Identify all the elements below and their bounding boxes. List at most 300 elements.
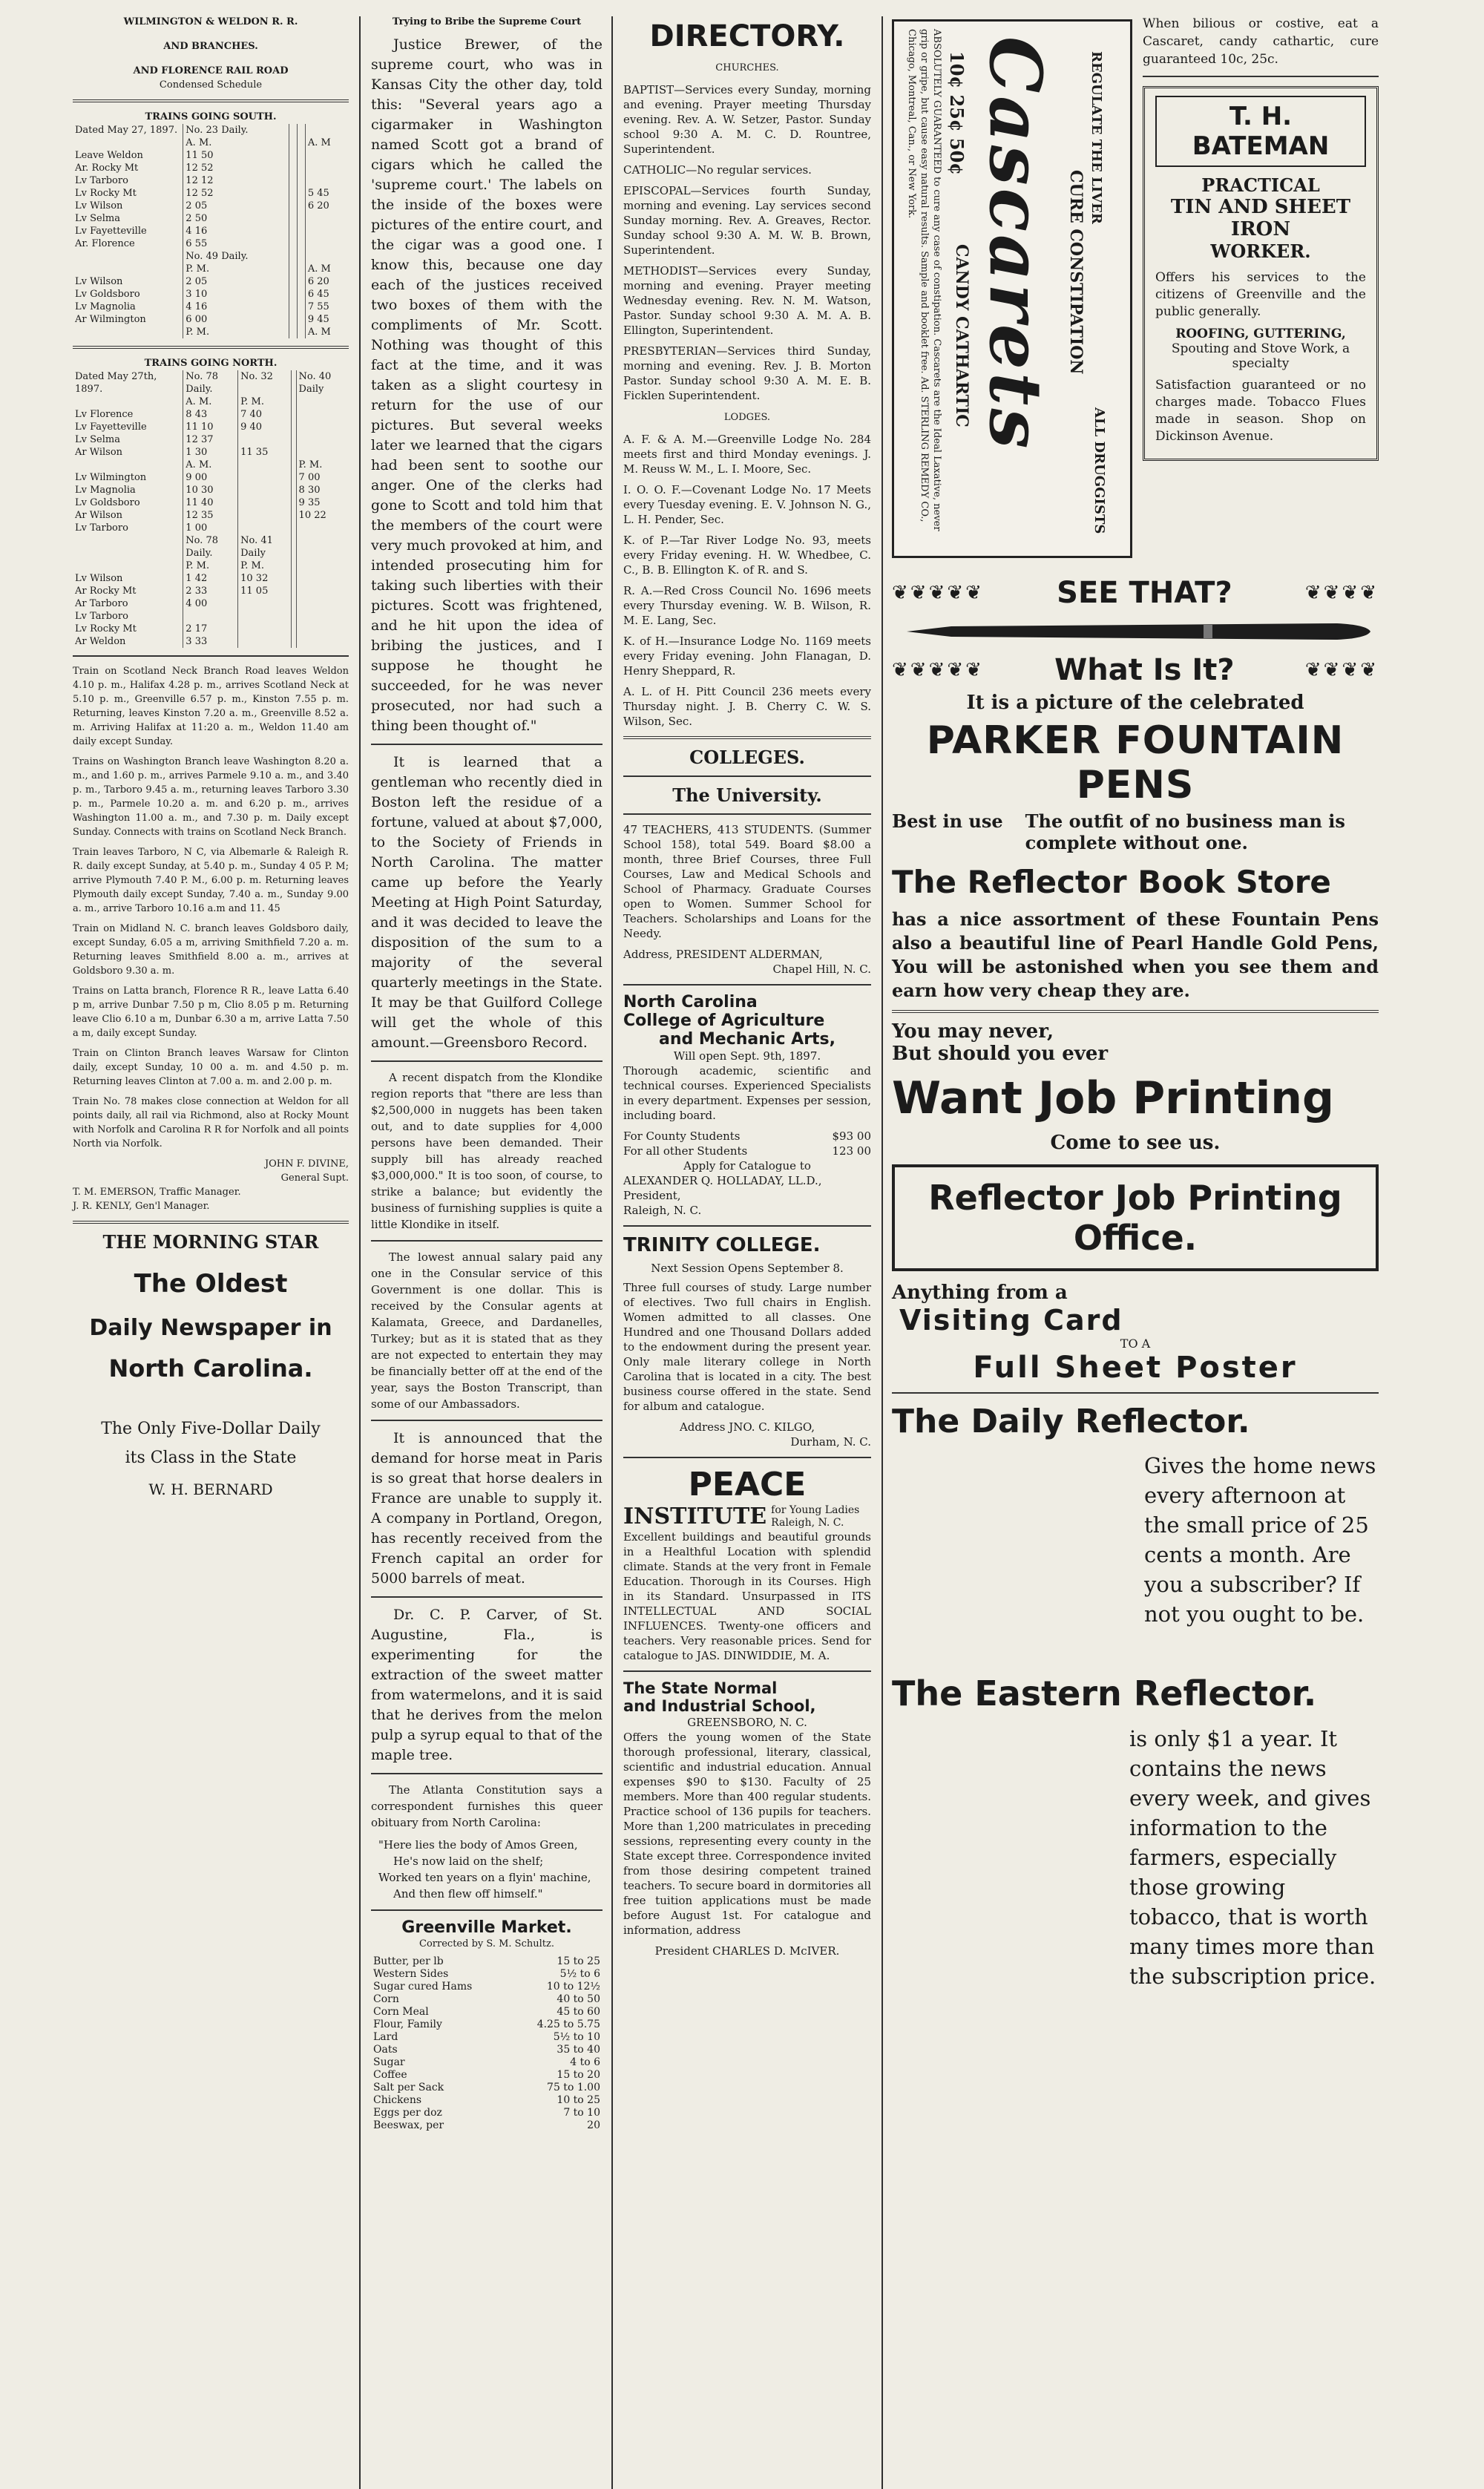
poem-line: And then flew off himself." <box>393 1887 543 1901</box>
college-name: and Mechanic Arts, <box>658 1030 836 1049</box>
time-cell: 1 00 <box>183 522 238 534</box>
station-cell: Lv Wilson <box>75 200 123 211</box>
time-cell <box>291 471 296 484</box>
time-cell: 10 22 <box>296 509 349 522</box>
time-cell <box>297 162 305 174</box>
articles-column <box>362 15 611 2489</box>
timetable-row <box>73 288 349 301</box>
bateman-worker: WORKER. <box>1210 240 1311 262</box>
time-cell <box>297 200 305 212</box>
rr-note: Train leaves Tarboro, N C, via Albemarle & Raleigh R. R. daily except Sunday, at 5.40 p. m., Sunday 4 05 P. M; arrive Plymouth 7.40 P. M., 6.00 p. m. Returning leaves Plymouth daily except Sunday, 7.40 a. m., Sunday 9.00 a. m., arrive Tarboro 10.16 a.m and 11. 45 <box>73 847 349 914</box>
market-item: Corn <box>373 1993 399 2005</box>
divider <box>73 655 349 657</box>
bateman-body: Offers his services to the citizens of Greenville and the public generally. <box>1155 270 1366 319</box>
market-price: 4 to 6 <box>570 2056 600 2068</box>
what-is-it: What Is It? <box>1054 653 1235 687</box>
time-cell: No. 41 Daily <box>238 534 291 560</box>
time-cell <box>296 433 349 446</box>
timetable-row <box>73 433 349 446</box>
article-title: Trying to Bribe the Supreme Court <box>392 16 582 27</box>
market-row <box>371 2006 603 2019</box>
ornament-icon: ❦❦❦❦ <box>1304 659 1379 681</box>
bateman-trade: TIN AND SHEET IRON <box>1170 196 1351 240</box>
bateman-roofing: ROOFING, GUTTERING, <box>1175 327 1346 341</box>
time-cell <box>291 534 296 560</box>
time-cell: 11 05 <box>238 585 291 597</box>
divider <box>892 1010 1379 1013</box>
morning-star-line: its Class in the State <box>125 1449 297 1467</box>
station-cell: Ar Weldon <box>75 636 126 647</box>
station-cell: Lv Goldsboro <box>75 497 140 508</box>
eastern-reflector-body: is only $1 a year. It contains the news every week, and gives information to the farmers, especially those growing tobacco, that is worth many times more than the subscription price. <box>1129 1726 1376 1989</box>
college-name: North Carolina <box>623 993 758 1011</box>
time-cell: A. M <box>305 263 349 275</box>
market-price: 10 to 12½ <box>546 1981 600 1993</box>
time-cell <box>297 237 305 250</box>
rr-header: AND FLORENCE RAIL ROAD <box>133 65 289 76</box>
time-cell <box>289 149 297 162</box>
time-cell <box>297 275 305 288</box>
time-cell <box>238 509 291 522</box>
time-cell <box>289 212 297 225</box>
time-cell <box>296 396 349 408</box>
time-cell <box>297 250 305 263</box>
station-cell: Lv Fayetteville <box>75 226 147 237</box>
time-cell: 7 55 <box>305 301 349 313</box>
time-cell <box>238 484 291 496</box>
market-price: 10 to 25 <box>556 2094 600 2106</box>
timetable-row <box>73 471 349 484</box>
col-head <box>305 124 349 137</box>
station-cell: Ar Rocky Mt <box>75 586 137 597</box>
time-cell <box>291 408 296 421</box>
market-row <box>371 2082 603 2094</box>
col-head <box>289 124 297 137</box>
timetable-row <box>73 509 349 522</box>
college-address: Address, PRESIDENT ALDERMAN, <box>623 948 823 961</box>
time-cell <box>296 522 349 534</box>
rr-header: AND BRANCHES. <box>163 41 258 52</box>
time-cell: 3 10 <box>183 288 289 301</box>
rr-note: Trains on Washington Branch leave Washington 8.20 a. m., and 1.60 p. m., arrives Parmele 9.10 a. m., and 3.40 p. m., Tarboro 9.45 a. m., returning leaves Tarboro 3.30 p. m., Parmele 10.20 a. m. and 6.20 p. m., arrives Washington 11.00 a. m., and 7.30 p. m. Daily except Sunday. Connects with trains on Scotland Neck Branch. <box>73 756 349 838</box>
time-cell <box>296 560 349 572</box>
time-cell: 11 10 <box>183 421 238 433</box>
market-row <box>371 2056 603 2069</box>
lodges-heading: LODGES. <box>723 412 771 423</box>
time-cell <box>296 623 349 635</box>
market-item: Beeswax, per <box>373 2119 444 2131</box>
market-price: 35 to 40 <box>556 2044 600 2056</box>
want-job-printing: Want Job Printing <box>892 1072 1334 1124</box>
rr-note: Train on Clinton Branch leaves Warsaw for Clinton daily, except Sunday, 10 00 a. m. and 4.50 p. m. Returning leaves Clinton at 7.00 a. m. and 2.00 p. m. <box>73 1048 349 1087</box>
market-price: 4.25 to 5.75 <box>536 2019 600 2030</box>
church-entry: METHODIST—Services every Sunday, morning and evening. Prayer meeting Wednesday evening. Rev. N. M. Watson, Pastor. Sunday school 9:30 A. M. A. B. Ellington, Superintendent. <box>623 264 871 337</box>
time-cell <box>296 610 349 623</box>
time-cell: 8 30 <box>296 484 349 496</box>
college-apply: Apply for Catalogue to <box>683 1159 811 1173</box>
time-cell: 12 52 <box>183 162 289 174</box>
timetable-row <box>73 459 349 471</box>
time-cell <box>291 459 296 471</box>
ads-column <box>883 15 1388 2489</box>
time-cell: 9 40 <box>238 421 291 433</box>
time-cell <box>291 484 296 496</box>
peace-title: PEACE <box>688 1466 807 1503</box>
col-head <box>291 370 296 396</box>
time-cell <box>297 187 305 200</box>
time-cell <box>291 396 296 408</box>
dated-cell: Dated May 27th, 1897. <box>75 371 157 395</box>
timetable-row <box>73 275 349 288</box>
market-price: 40 to 50 <box>556 1993 600 2005</box>
timetable-row <box>73 623 349 635</box>
station-cell <box>73 560 183 572</box>
time-cell <box>296 446 349 459</box>
signature-title: General Supt. <box>280 1173 349 1184</box>
timetable-row <box>73 200 349 212</box>
time-cell: P. M. <box>296 459 349 471</box>
timetable-row <box>73 149 349 162</box>
cascarets-ad <box>892 19 1132 558</box>
time-cell: 6 55 <box>183 237 289 250</box>
outfit-text: The outfit of no business man is complete without one. <box>1025 810 1345 853</box>
station-cell <box>73 396 183 408</box>
lodge-entry: K. of H.—Insurance Lodge No. 1169 meets every Friday evening. John Flanagan, D. Henry Sheppard, R. <box>623 634 871 678</box>
market-row <box>371 1981 603 1993</box>
time-cell <box>297 326 305 338</box>
time-cell: P. M. <box>238 560 291 572</box>
full-sheet-poster: Full Sheet Poster <box>973 1351 1298 1385</box>
market-price: 75 to 1.00 <box>547 2082 600 2093</box>
divider <box>371 1596 603 1598</box>
college-body: Three full courses of study. Large number of electives. Two full chairs in English. Women admitted to all classes. One Hundred and one Thousand Dollars added to the endowment during the present year. Only male literary college in North Carolina that is located in a city. The best business course offered in the state. Send for album and catalogue. <box>623 1281 871 1413</box>
time-cell <box>291 623 296 635</box>
fee-label: For all other Students <box>623 1144 748 1158</box>
church-entry: BAPTIST—Services every Sunday, morning and evening. Prayer meeting Thursday evening. Rev. A. W. Setzer, Pastor. Sunday school 9:30 A. M. C. D. Rountree, Superintendent. <box>623 83 871 156</box>
station-cell <box>73 263 183 275</box>
time-cell: 9 00 <box>183 471 238 484</box>
divider <box>623 1457 871 1458</box>
timetable-row <box>73 225 349 237</box>
timetable-row <box>73 162 349 174</box>
eastern-reflector-title: The Eastern Reflector. <box>892 1673 1317 1714</box>
poem-line: "Here lies the body of Amos Green, <box>378 1838 578 1852</box>
timetable-row <box>73 585 349 597</box>
rr-note: Train on Scotland Neck Branch Road leaves Weldon 4.10 p. m., Halifax 4.28 p. m., arrives Scotland Neck at 5.10 p. m., Greenville 6.57 p. m., Kinston 7.55 p. m. Returning, leaves Kinston 7.20 a. m., Greenville 8.52 a. m. Arriving Halifax at 11:20 a. m., Weldon 11.40 am daily except Sunday. <box>73 666 349 747</box>
rr-note: Trains on Latta branch, Florence R R., leave Latta 6.40 p m, arrive Dunbar 7.50 p m, Clio 8.05 p m. Returning leave Clio 6.10 a m, Dunbar 6.30 a m, arrive Latta 7.50 a m, daily except Sunday. <box>73 986 349 1039</box>
market-price: 20 <box>587 2119 600 2131</box>
south-title: TRAINS GOING SOUTH. <box>145 111 277 122</box>
time-cell <box>238 522 291 534</box>
time-cell <box>238 610 291 623</box>
station-cell: Lv Selma <box>75 434 120 445</box>
time-cell: 10 32 <box>238 572 291 585</box>
market-row <box>371 2094 603 2107</box>
church-entry: EPISCOPAL—Services fourth Sunday, morning and evening. Lay services second Sunday morning. Rev. A. Greaves, Rector. Sunday school 9:30 A. M. W. B. Brown, Superintendent. <box>623 184 871 257</box>
time-cell <box>296 421 349 433</box>
signature: T. M. EMERSON, Traffic Manager. <box>73 1187 241 1198</box>
market-item: Sugar cured Hams <box>373 1981 473 1993</box>
time-cell: 7 40 <box>238 408 291 421</box>
time-cell: 2 17 <box>183 623 238 635</box>
church-entry: CATHOLIC—No regular services. <box>623 163 812 177</box>
time-cell: A. M. <box>183 137 289 149</box>
college-address: ALEXANDER Q. HOLLADAY, LL.D., President, <box>623 1174 822 1202</box>
time-cell <box>305 250 349 263</box>
market-price: 5½ to 10 <box>553 2031 600 2043</box>
market-item: Corn Meal <box>373 2006 429 2018</box>
timetable-row <box>73 572 349 585</box>
divider <box>73 99 349 102</box>
time-cell <box>296 408 349 421</box>
time-cell: 12 52 <box>183 187 289 200</box>
bilious-ad: When bilious or costive, eat a Cascaret, candy cathartic, cure guaranteed 10c, 25c. <box>1143 16 1379 67</box>
morning-star-line: Daily Newspaper in <box>89 1315 332 1341</box>
time-cell: 2 50 <box>183 212 289 225</box>
lodge-entry: K. of P.—Tar River Lodge No. 93, meets every Friday evening. H. W. Whedbee, C. C., B. B. Ellington K. of R. and S. <box>623 534 871 577</box>
station-cell: Lv Wilson <box>75 276 123 287</box>
time-cell: No. 78 Daily. <box>183 534 238 560</box>
timetable-row <box>73 408 349 421</box>
ornament-icon: ❦❦❦❦❦ <box>892 582 984 604</box>
market-row <box>371 2019 603 2031</box>
divider <box>371 1060 603 1062</box>
timetable-row <box>73 313 349 326</box>
time-cell <box>291 572 296 585</box>
pen-caption: It is a picture of the celebrated <box>966 692 1304 714</box>
station-cell: Ar Wilmington <box>75 314 146 325</box>
time-cell <box>238 471 291 484</box>
anything-from: Anything from a <box>892 1282 1068 1304</box>
station-cell: Leave Weldon <box>75 150 143 161</box>
college-body: Thorough academic, scientific and technical courses. Experienced Specialists in every department. Expenses per session, including board. <box>623 1064 871 1122</box>
lodge-entry: I. O. O. F.—Covenant Lodge No. 17 Meets every Tuesday evening. E. V. Johnson N. G., L. H. Pender, Sec. <box>623 483 871 526</box>
signature: JOHN F. DIVINE, <box>264 1158 349 1170</box>
ornament-icon: ❦❦❦❦❦ <box>892 659 984 681</box>
market-table <box>371 1955 603 2132</box>
college-body: 47 TEACHERS, 413 STUDENTS. (Summer School 158), total 549. Board $8.00 a month, three Brief Courses, three Full Courses, Law and Medical Schools and School of Pharmacy. Graduate Courses open to Women. Summer School for Teachers. Scholarships and Loans for the Needy. <box>623 823 871 940</box>
timetable-row <box>73 137 349 149</box>
market-row <box>371 2031 603 2044</box>
market-item: Eggs per doz <box>373 2107 442 2119</box>
time-cell: 1 42 <box>183 572 238 585</box>
time-cell <box>296 572 349 585</box>
time-cell: 9 35 <box>296 496 349 509</box>
time-cell <box>289 225 297 237</box>
cascarets-liver: REGULATE THE LIVER <box>1089 51 1104 224</box>
divider <box>371 1420 603 1421</box>
time-cell <box>238 496 291 509</box>
job-line: You may never, <box>892 1020 1054 1043</box>
column-rule <box>359 16 361 2489</box>
cascarets-druggists: ALL DRUGGISTS <box>1091 407 1107 534</box>
time-cell <box>291 522 296 534</box>
station-cell <box>73 534 183 560</box>
market-item: Coffee <box>373 2069 407 2081</box>
job-line: But should you ever <box>892 1043 1109 1065</box>
time-cell <box>289 250 297 263</box>
article-body: The lowest annual salary paid any one in the Consular service of this Government is one dollar. This is received by the Consular agents at Kalamata, Greece, and Dardanelles, Turkey; but as it is stated that as they are not expected to entertain they may be financially better off at the end of the year, says the Boston Transcript, than some of our Ambassadors. <box>371 1250 603 1411</box>
churches-heading: CHURCHES. <box>715 62 779 73</box>
see-that: SEE THAT? <box>1057 576 1232 610</box>
market-item: Flour, Family <box>373 2019 442 2030</box>
job-office-banner: Reflector Job Printing Office. <box>892 1164 1379 1271</box>
time-cell: 8 43 <box>183 408 238 421</box>
fee-value: $93 00 <box>832 1129 871 1143</box>
time-cell <box>289 313 297 326</box>
fee-row <box>623 1129 871 1144</box>
market-price: 45 to 60 <box>556 2006 600 2018</box>
timetable-row <box>73 212 349 225</box>
station-cell: Lv Magnolia <box>75 485 136 496</box>
time-cell <box>289 275 297 288</box>
divider <box>371 1773 603 1774</box>
top-ads-row <box>892 15 1379 565</box>
divider <box>623 984 871 986</box>
time-cell <box>297 149 305 162</box>
time-cell <box>238 459 291 471</box>
market-item: Sugar <box>373 2056 405 2068</box>
dated-cell: Dated May 27, 1897. <box>75 125 178 136</box>
rr-note: Train on Midland N. C. branch leaves Goldsboro daily, except Sunday, 6.05 a m, arriving Smithfield 7.20 a. m. Returning leaves Smithfield 8.00 a. m., arrives at Goldsboro 9.30 a. m. <box>73 923 349 977</box>
article-body: A recent dispatch from the Klondike region reports that "there are less than $2,500,000 in nuggets has been taken out, and to date supplies for 4,000 persons have been demanded. Their supply bill has already reached $3,000,000." It is too soon, of course, to strike a balance; but evidently the business of furnishing supplies is quite a little Klondike in itself. <box>371 1071 603 1231</box>
time-cell <box>289 288 297 301</box>
timetable-row <box>73 560 349 572</box>
time-cell <box>291 421 296 433</box>
market-row <box>371 2044 603 2056</box>
lodge-entry: A. L. of H. Pitt Council 236 meets every Thursday night. J. B. Cherry C. W. S. Wilson, Sec. <box>623 685 871 728</box>
rr-subheader: Condensed Schedule <box>159 79 263 91</box>
timetable-north <box>73 370 349 648</box>
time-cell: 2 33 <box>183 585 238 597</box>
book-store-body: has a nice assortment of these Fountain Pens also a beautiful line of Pearl Handle Gold Pens, You will be astonished when you see them and earn how very cheap they are. <box>892 908 1379 1001</box>
col-head: No. 40 Daily <box>296 370 349 396</box>
divider <box>371 744 603 745</box>
time-cell <box>238 635 291 648</box>
timetable-row <box>73 597 349 610</box>
station-cell: Lv Tarboro <box>75 522 128 534</box>
time-cell <box>296 585 349 597</box>
time-cell <box>289 187 297 200</box>
timetable-row <box>73 237 349 250</box>
fee-row <box>623 1144 871 1158</box>
market-row <box>371 2119 603 2132</box>
time-cell: 2 05 <box>183 200 289 212</box>
time-cell: 9 45 <box>305 313 349 326</box>
timetable-south <box>73 124 349 338</box>
article-body: Dr. C. P. Carver, of St. Augustine, Fla., is experimenting for the extraction of the sweet matter from watermelons, and it is said that he derives from the melon pulp a syrup equal to that of the maple tree. <box>371 1607 603 1763</box>
bateman-area <box>1143 15 1379 565</box>
col-head: No. 23 Daily. <box>183 124 289 137</box>
time-cell: 12 12 <box>183 174 289 187</box>
time-cell: 11 50 <box>183 149 289 162</box>
time-cell <box>291 610 296 623</box>
time-cell <box>289 162 297 174</box>
col-head: No. 78 Daily. <box>183 370 238 396</box>
time-cell: 4 00 <box>183 597 238 610</box>
college-address: GREENSBORO, N. C. <box>687 1716 807 1729</box>
time-cell <box>305 225 349 237</box>
bateman-spouting: Spouting and Stove Work, a specialty <box>1171 341 1350 371</box>
daily-reflector-body: Gives the home news every afternoon at the small price of 25 cents a month. Are you a subscriber? If not you ought to be. <box>1144 1453 1376 1627</box>
divider <box>623 736 871 739</box>
bateman-body: Satisfaction guaranteed or no charges made. Tobacco Flues made in season. Shop on Dickinson Avenue. <box>1155 378 1366 444</box>
time-cell <box>296 597 349 610</box>
time-cell: No. 49 Daily. <box>183 250 289 263</box>
time-cell <box>238 623 291 635</box>
station-cell: Lv Wilson <box>75 573 123 584</box>
time-cell <box>291 585 296 597</box>
time-cell: P. M. <box>183 560 238 572</box>
time-cell <box>305 212 349 225</box>
station-cell <box>73 137 183 149</box>
time-cell: 3 33 <box>183 635 238 648</box>
divider <box>73 1221 349 1224</box>
time-cell <box>297 288 305 301</box>
station-cell: Ar. Florence <box>75 238 135 249</box>
market-price: 7 to 10 <box>563 2107 600 2119</box>
time-cell: 11 40 <box>183 496 238 509</box>
time-cell <box>305 162 349 174</box>
market-item: Western Sides <box>373 1968 449 1980</box>
bateman-name: T. H. BATEMAN <box>1155 96 1366 167</box>
lodge-entry: R. A.—Red Cross Council No. 1696 meets every Thursday evening. W. B. Wilson, R. M. E. Lang, Sec. <box>623 584 871 627</box>
timetable-row <box>73 496 349 509</box>
north-title: TRAINS GOING NORTH. <box>144 358 278 369</box>
market-price: 5½ to 6 <box>559 1968 600 1980</box>
station-cell: Lv Goldsboro <box>75 289 140 300</box>
church-entry: PRESBYTERIAN—Services third Sunday, morning and evening. Rev. J. B. Morton Pastor. Sunday school 9:30 A. M. E. B. Ficklen Superintendent. <box>623 344 871 402</box>
time-cell <box>183 610 238 623</box>
ornament-icon: ❦❦❦❦ <box>1304 582 1379 604</box>
time-cell <box>238 433 291 446</box>
time-cell <box>296 635 349 648</box>
morning-star-line: The Only Five-Dollar Daily <box>101 1420 321 1438</box>
morning-star-line: North Carolina. <box>108 1354 313 1383</box>
time-cell <box>289 237 297 250</box>
divider <box>623 775 871 777</box>
timetable-row <box>73 522 349 534</box>
divider <box>623 813 871 815</box>
morning-star-title: THE MORNING STAR <box>102 1231 319 1253</box>
timetable-row <box>73 534 349 560</box>
timetable-row <box>73 484 349 496</box>
time-cell: 4 16 <box>183 301 289 313</box>
time-cell <box>296 534 349 560</box>
college-president: President CHARLES D. McIVER. <box>654 1944 840 1958</box>
time-cell <box>297 225 305 237</box>
see-that-row <box>892 576 1379 610</box>
time-cell: A. M. <box>183 396 238 408</box>
parker-title: PARKER FOUNTAIN PENS <box>926 718 1345 807</box>
time-cell <box>289 301 297 313</box>
time-cell <box>289 200 297 212</box>
time-cell: 6 20 <box>305 200 349 212</box>
visiting-card: Visiting Card <box>899 1304 1123 1337</box>
rr-note: Train No. 78 makes close connection at Weldon for all points daily, all rail via Richmond, also at Rocky Mount with Norfolk and Carolina R R for Norfolk and all points North via Norfolk. <box>73 1096 349 1150</box>
market-title: Greenville Market. <box>401 1918 572 1937</box>
station-cell: Lv Rocky Mt <box>75 623 137 634</box>
market-row <box>371 1955 603 1968</box>
station-cell <box>73 326 183 338</box>
divider <box>73 346 349 349</box>
college-address: Durham, N. C. <box>790 1435 871 1449</box>
time-cell: 12 35 <box>183 509 238 522</box>
time-cell: P. M. <box>183 326 289 338</box>
market-item: Oats <box>373 2044 398 2056</box>
timetable-row <box>73 187 349 200</box>
market-item: Butter, per lb <box>373 1955 444 1967</box>
